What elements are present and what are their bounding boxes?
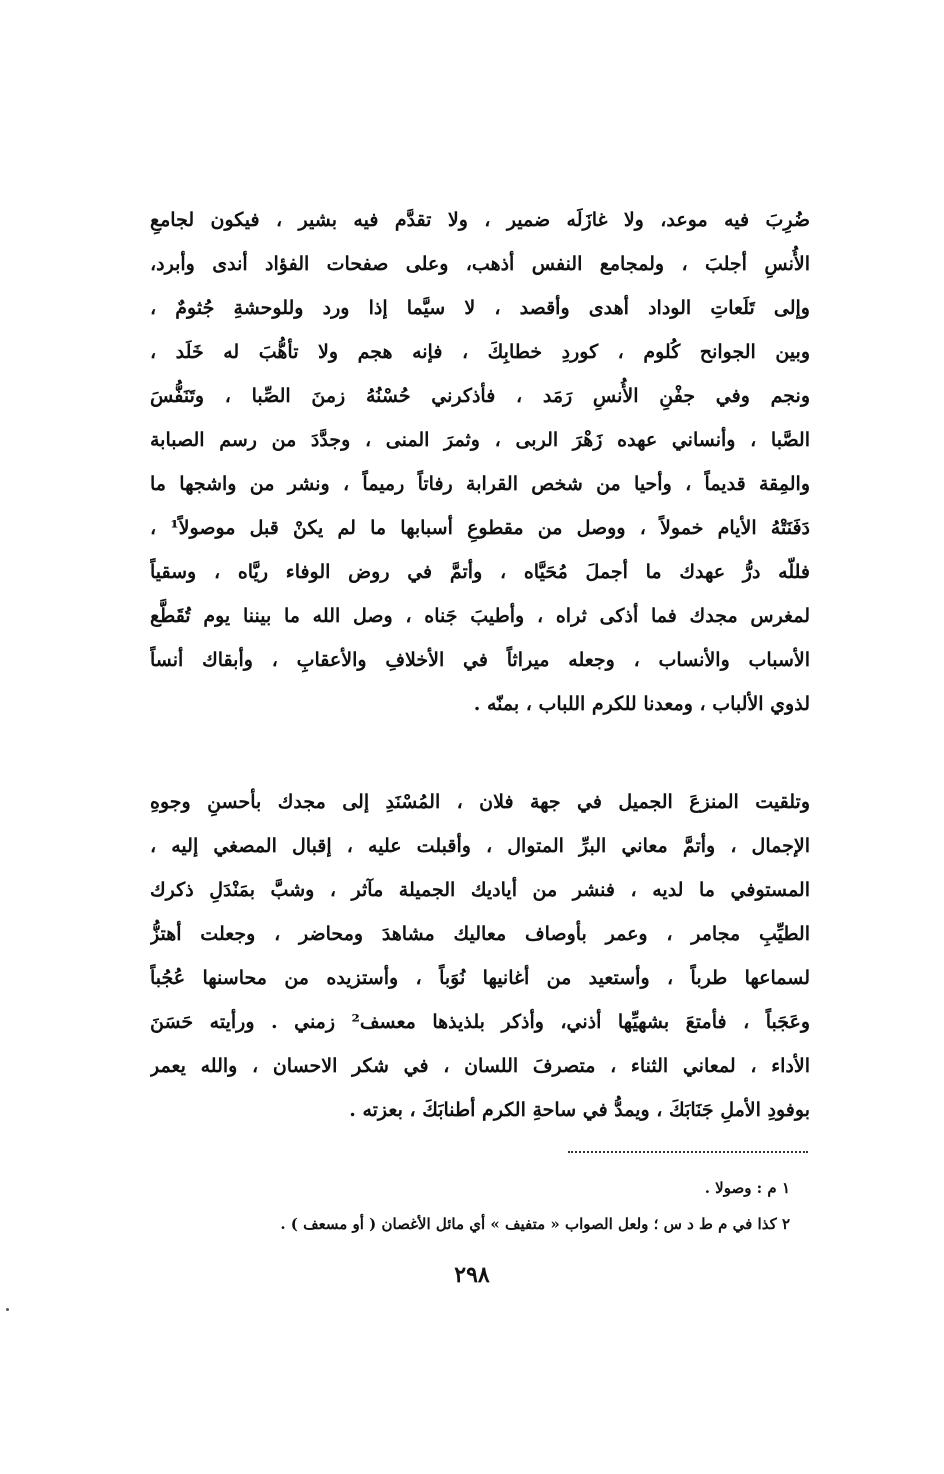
text-line: لمغرس مجدك فما أذكى ثراه ، وأطيبَ جَناه ، وصل الله ما بيننا يوم تُقَطَّع xyxy=(150,605,810,627)
text-line: وتلقيت المنزعَ الجميل في جهة فلان ، المُسْنَدِ إلى مجدك بأحسنِ وجوهِ xyxy=(150,791,810,813)
text-line: والمِقة قديماً ، وأحيا من شخص القرابة رفاتاً رميماً ، ونشر من واشجها ما xyxy=(150,473,810,495)
text-line: وبين الجوانح كُلوم ، كوردِ خطابِكَ ، فإنه هجم ولا تأهُّبَ له خَلَد ، xyxy=(150,341,810,363)
paragraph-1 xyxy=(150,198,810,726)
text-line: دَفَنَتْهُ الأيام خمولاً ، ووصل من مقطوعِ أسبابها ما لم يكنْ قبل موصولاً¹ ، xyxy=(150,517,810,539)
footnote-2: ٢ كذا في م ط د س ؛ ولعل الصواب « متفيف » أي مائل الأغصان ( أو مسعف ) . xyxy=(280,1215,790,1233)
text-line: بوفودِ الأملِ جَنَابَكَ ، ويمدُّ في ساحةِ الكرم أطنابَكَ ، بعزته . xyxy=(349,1099,810,1121)
text-line: الصَّبا ، وأنساني عهده زَهْرَ الربى ، وثمرَ المنى ، وجدَّدَ من رسم الصبابة xyxy=(150,429,810,451)
text-line: الأسباب والأنساب ، وجعله ميراثاً في الأخلافِ والأعقابِ ، وأبقاك أنساً xyxy=(150,649,810,671)
text-line: لذوي الألباب ، ومعدنا للكرم اللباب ، بمنّه . xyxy=(473,693,810,715)
scan-speck xyxy=(6,1308,9,1311)
text-line: المستوفي ما لديه ، فنشر من أياديك الجميلة مآثر ، وشبَّ بمَنْدَلِ ذكرك xyxy=(150,879,810,901)
text-line: ضُرِبَ فيه موعد، ولا غازَلَه ضمير ، ولا تقدَّم فيه بشير ، فيكون لجامعِ xyxy=(150,209,810,231)
text-line: الأداء ، لمعاني الثناء ، متصرفَ اللسان ، في شكر الاحسان ، والله يعمر xyxy=(150,1055,810,1077)
text-line: ونجم وفي جفْنِ الأُنسِ رَمَد ، فأذكرني حُسْنُهُ زمنَ الصِّبا ، وتَنَفُّسَ xyxy=(150,385,810,407)
text-line: الإجمال ، وأتمَّ معاني البرِّ المتوال ، وأقبلت عليه ، إقبال المصغي إليه ، xyxy=(150,835,810,857)
text-line: لسماعها طرباً ، وأستعيد من أغانيها نُوَباً ، وأستزيده من محاسنها عُجُباً xyxy=(150,967,810,989)
footnotes xyxy=(150,1170,790,1242)
text-line: الطيِّبِ مجامر ، وعمر بأوصاف معاليك مشاهدَ ومحاضر ، وجعلت أهتزُّ xyxy=(150,923,810,945)
footnote-1: ١ م : وصولا . xyxy=(704,1179,790,1197)
page-number: ٢٩٨ xyxy=(454,1262,490,1288)
text-line: وإلى تَلَعاتِ الوداد أهدى وأقصد ، لا سيَّما إذا ورد وللوحشةِ جُثومٌ ، xyxy=(150,297,810,319)
paragraph-2 xyxy=(150,780,810,1132)
text-line: الأُنسِ أجلبَ ، ولمجامع النفس أذهب، وعلى صفحات الفؤاد أندى وأبرد، xyxy=(150,253,810,275)
footnote-divider xyxy=(568,1151,808,1153)
text-line: فللّه درُّ عهدك ما أجملَ مُحَيَّاه ، وأتمَّ في روض الوفاء ريَّاه ، وسقياً xyxy=(150,561,810,583)
text-line: وعَجَباً ، فأمتعَ بشهيِّها أذني، وأذكر بلذيذها معسف² زمني . ورأيته حَسَنَ xyxy=(150,1011,810,1033)
